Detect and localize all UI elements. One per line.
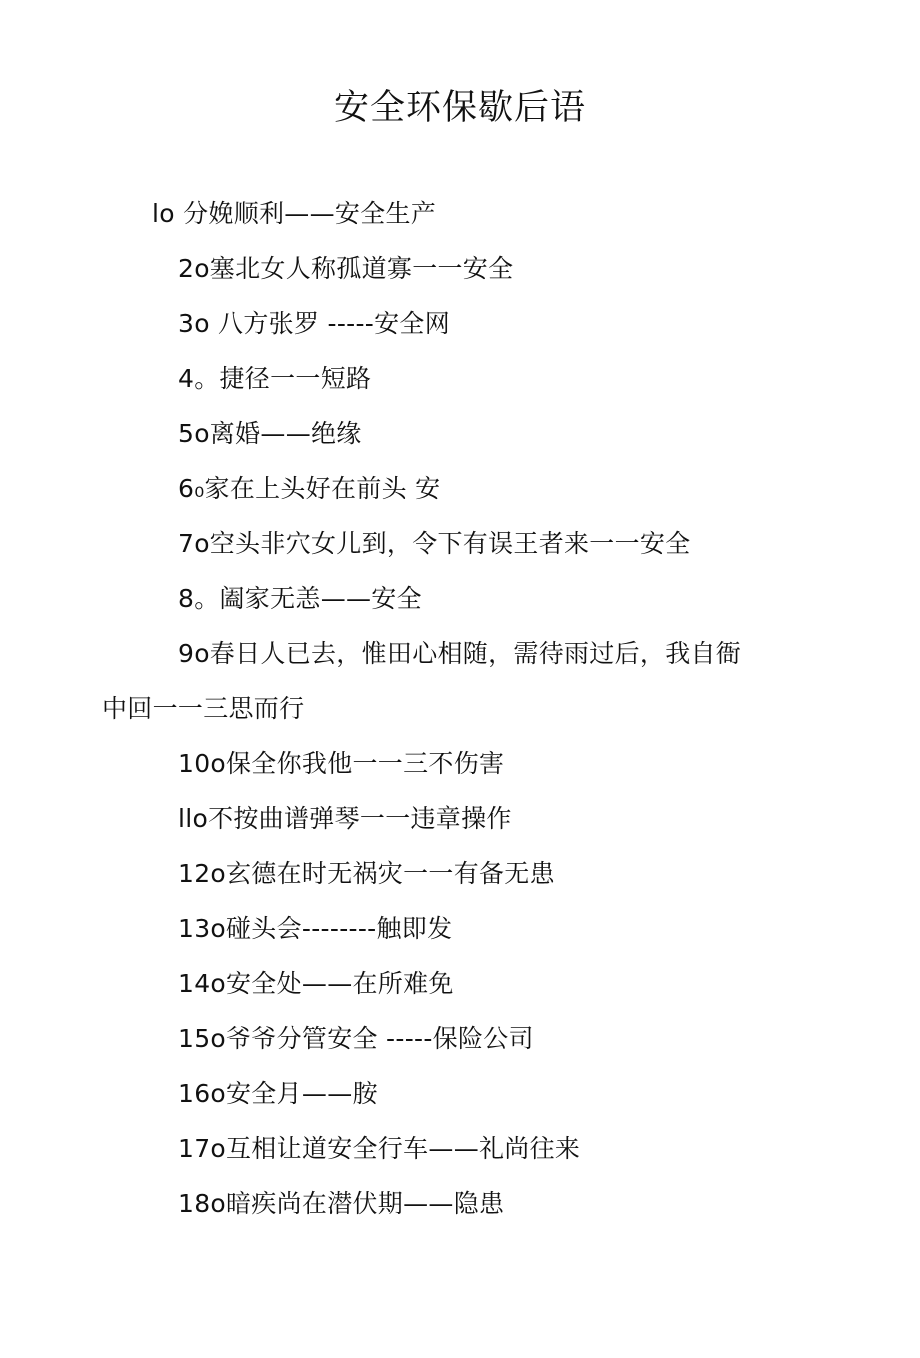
list-item: lo 分娩顺利——安全生产: [152, 199, 437, 228]
list-item: 2o塞北女人称孤道寡一一安全: [178, 254, 514, 283]
list-item: 5o离婚——绝缘: [178, 419, 362, 448]
list-item: 17o互相让道安全行车——礼尚往来: [178, 1134, 581, 1163]
list-item: 16o安全月——胺: [178, 1079, 378, 1108]
list-item: 8。阖家无恙——安全: [178, 584, 422, 613]
list-item: 10o保全你我他一一三不伤害: [178, 749, 505, 778]
list-item: 7o空头非穴女儿到，令下有误王者来一一安全: [178, 529, 691, 558]
list-item: 15o爷爷分管安全 -----保险公司: [178, 1024, 534, 1053]
list-item: 12o玄德在时无祸灾一一有备无患: [178, 859, 555, 888]
list-item-continuation: 中回一一三思而行: [102, 694, 305, 723]
list-item: 6₀家在上头好在前头 安: [178, 474, 441, 503]
list-item: 9o春日人已去，惟田心相随，需待雨过后，我自衙: [178, 639, 742, 668]
list-item: 4。捷径一一短路: [178, 364, 372, 393]
page-title: 安全环保歇后语: [333, 88, 586, 128]
list-item: 18o暗疾尚在潜伏期——隐患: [178, 1189, 505, 1218]
list-item: 3o 八方张罗 -----安全网: [178, 309, 451, 338]
list-item: llo不按曲谱弹琴一一违章操作: [178, 804, 512, 833]
list-item: 14o安全处——在所难免: [178, 969, 454, 998]
list-item: 13o碰头会--------触即发: [178, 914, 453, 943]
